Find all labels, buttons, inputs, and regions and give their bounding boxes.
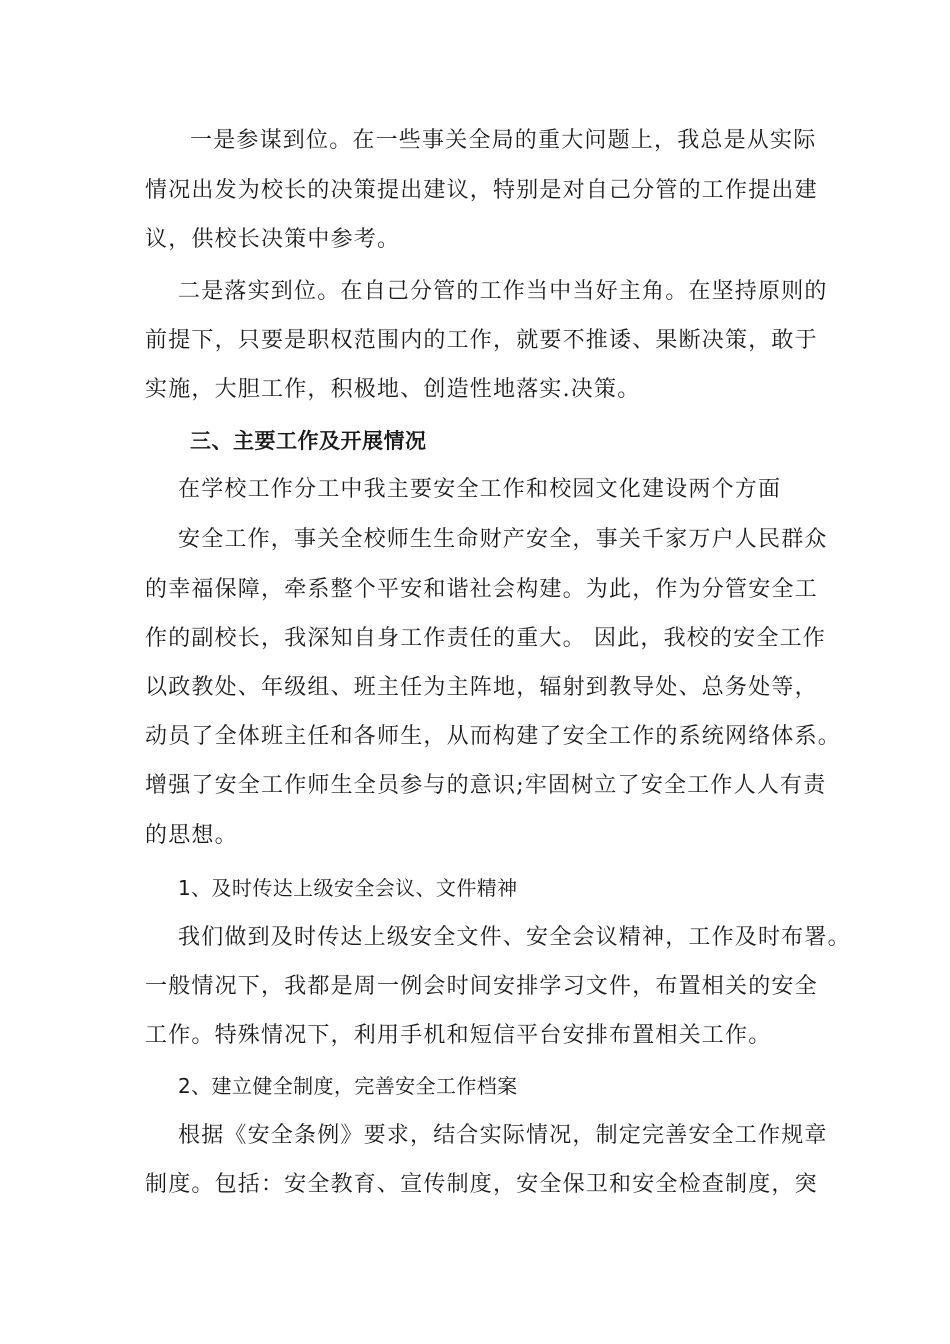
intro-paragraph: 在学校工作分工中我主要安全工作和校园文化建设两个方面 bbox=[178, 477, 782, 502]
text-line: 一是参谋到位。在一些事关全局的重大问题上，我总是从实际 bbox=[190, 128, 817, 153]
text-line: 根据《安全条例》要求，结合实际情况，制定完善安全工作规章 bbox=[178, 1123, 828, 1148]
text-line: 前提下，只要是职权范围内的工作，就要不推诿、果断决策，敢于 bbox=[145, 328, 818, 353]
text-line: 我们做到及时传达上级安全文件、安全会议精神，工作及时布署。 bbox=[178, 925, 851, 950]
text-line: 增强了安全工作师生全员参与的意识;牢固树立了安全工作人人有责 bbox=[145, 773, 827, 798]
subheading-1: 1、及时传达上级安全会议、文件精神 bbox=[178, 876, 518, 900]
text-line: 的幸福保障，牵系整个平安和谐社会构建。为此，作为分管安全工 bbox=[145, 577, 818, 602]
text-line: 工作。特殊情况下，利用手机和短信平台安排布置相关工作。 bbox=[145, 1023, 772, 1048]
text-line: 动员了全体班主任和各师生，从而构建了安全工作的系统网络体系。 bbox=[145, 724, 842, 749]
text-line: 一般情况下，我都是周一例会时间安排学习文件，布置相关的安全 bbox=[145, 974, 818, 999]
text-line: 的思想。 bbox=[145, 823, 238, 848]
text-line: 实施，大胆工作，积极地、创造性地落实.决策。 bbox=[145, 377, 641, 402]
subheading-2: 2、建立健全制度，完善安全工作档案 bbox=[178, 1074, 518, 1098]
text-line: 二是落实到位。在自己分管的工作当中当好主角。在坚持原则的 bbox=[178, 279, 828, 304]
text-line: 制度。包括：安全教育、宣传制度，安全保卫和安全检查制度，突 bbox=[145, 1172, 818, 1197]
text-line: 作的副校长，我深知自身工作责任的重大。 因此，我校的安全工作 bbox=[145, 626, 826, 651]
text-line: 议，供校长决策中参考。 bbox=[145, 227, 401, 252]
text-line: 安全工作，事关全校师生生命财产安全，事关千家万户人民群众 bbox=[178, 527, 828, 552]
text-line: 以政教处、年级组、班主任为主阵地，辐射到教导处、总务处等， bbox=[145, 675, 818, 700]
text-line: 情况出发为校长的决策提出建议，特别是对自己分管的工作提出建 bbox=[145, 178, 818, 203]
section-heading: 三、主要工作及开展情况 bbox=[190, 429, 427, 453]
